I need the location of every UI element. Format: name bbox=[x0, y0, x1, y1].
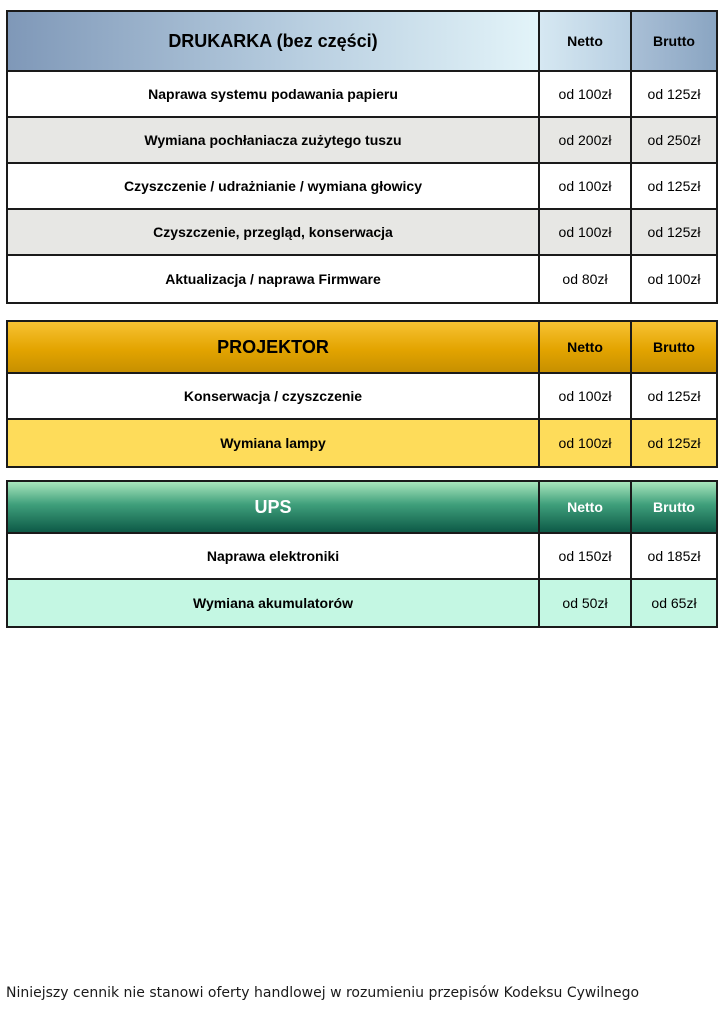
table-title: UPS bbox=[8, 482, 540, 534]
table-title: PROJEKTOR bbox=[8, 322, 540, 374]
price-netto: od 100zł bbox=[540, 420, 632, 466]
brutto-header: Brutto bbox=[632, 482, 716, 534]
netto-header: Netto bbox=[540, 12, 632, 72]
price-brutto: od 185zł bbox=[632, 534, 716, 580]
price-brutto: od 125zł bbox=[632, 420, 716, 466]
price-netto: od 50zł bbox=[540, 580, 632, 626]
service-name: Konserwacja / czyszczenie bbox=[8, 374, 540, 420]
brutto-header: Brutto bbox=[632, 12, 716, 72]
price-netto: od 150zł bbox=[540, 534, 632, 580]
service-name: Wymiana akumulatorów bbox=[8, 580, 540, 626]
price-netto: od 100zł bbox=[540, 72, 632, 118]
table-title: DRUKARKA (bez części) bbox=[8, 12, 540, 72]
netto-header: Netto bbox=[540, 482, 632, 534]
price-netto: od 100zł bbox=[540, 164, 632, 210]
brutto-header: Brutto bbox=[632, 322, 716, 374]
price-brutto: od 65zł bbox=[632, 580, 716, 626]
printer-price-table bbox=[6, 10, 718, 304]
price-netto: od 100zł bbox=[540, 210, 632, 256]
price-brutto: od 125zł bbox=[632, 374, 716, 420]
projector-price-table bbox=[6, 320, 718, 468]
ups-price-table bbox=[6, 480, 718, 628]
service-name: Aktualizacja / naprawa Firmware bbox=[8, 256, 540, 302]
price-netto: od 100zł bbox=[540, 374, 632, 420]
service-name: Czyszczenie, przegląd, konserwacja bbox=[8, 210, 540, 256]
service-name: Wymiana lampy bbox=[8, 420, 540, 466]
price-netto: od 80zł bbox=[540, 256, 632, 302]
service-name: Wymiana pochłaniacza zużytego tuszu bbox=[8, 118, 540, 164]
service-name: Czyszczenie / udrażnianie / wymiana głowicy bbox=[8, 164, 540, 210]
price-brutto: od 100zł bbox=[647, 271, 701, 287]
disclaimer-text: Niniejszy cennik nie stanowi oferty handlowej w rozumieniu przepisów Kodeksu Cywilnego bbox=[6, 985, 640, 1001]
netto-header: Netto bbox=[540, 322, 632, 374]
price-netto: od 200zł bbox=[540, 118, 632, 164]
price-brutto: od 250zł bbox=[632, 118, 716, 164]
service-name: Naprawa elektroniki bbox=[8, 534, 540, 580]
price-brutto: od 125zł bbox=[632, 164, 716, 210]
price-brutto: od 125zł bbox=[632, 72, 716, 118]
price-brutto: od 125zł bbox=[632, 210, 716, 256]
service-name: Naprawa systemu podawania papieru bbox=[8, 72, 540, 118]
